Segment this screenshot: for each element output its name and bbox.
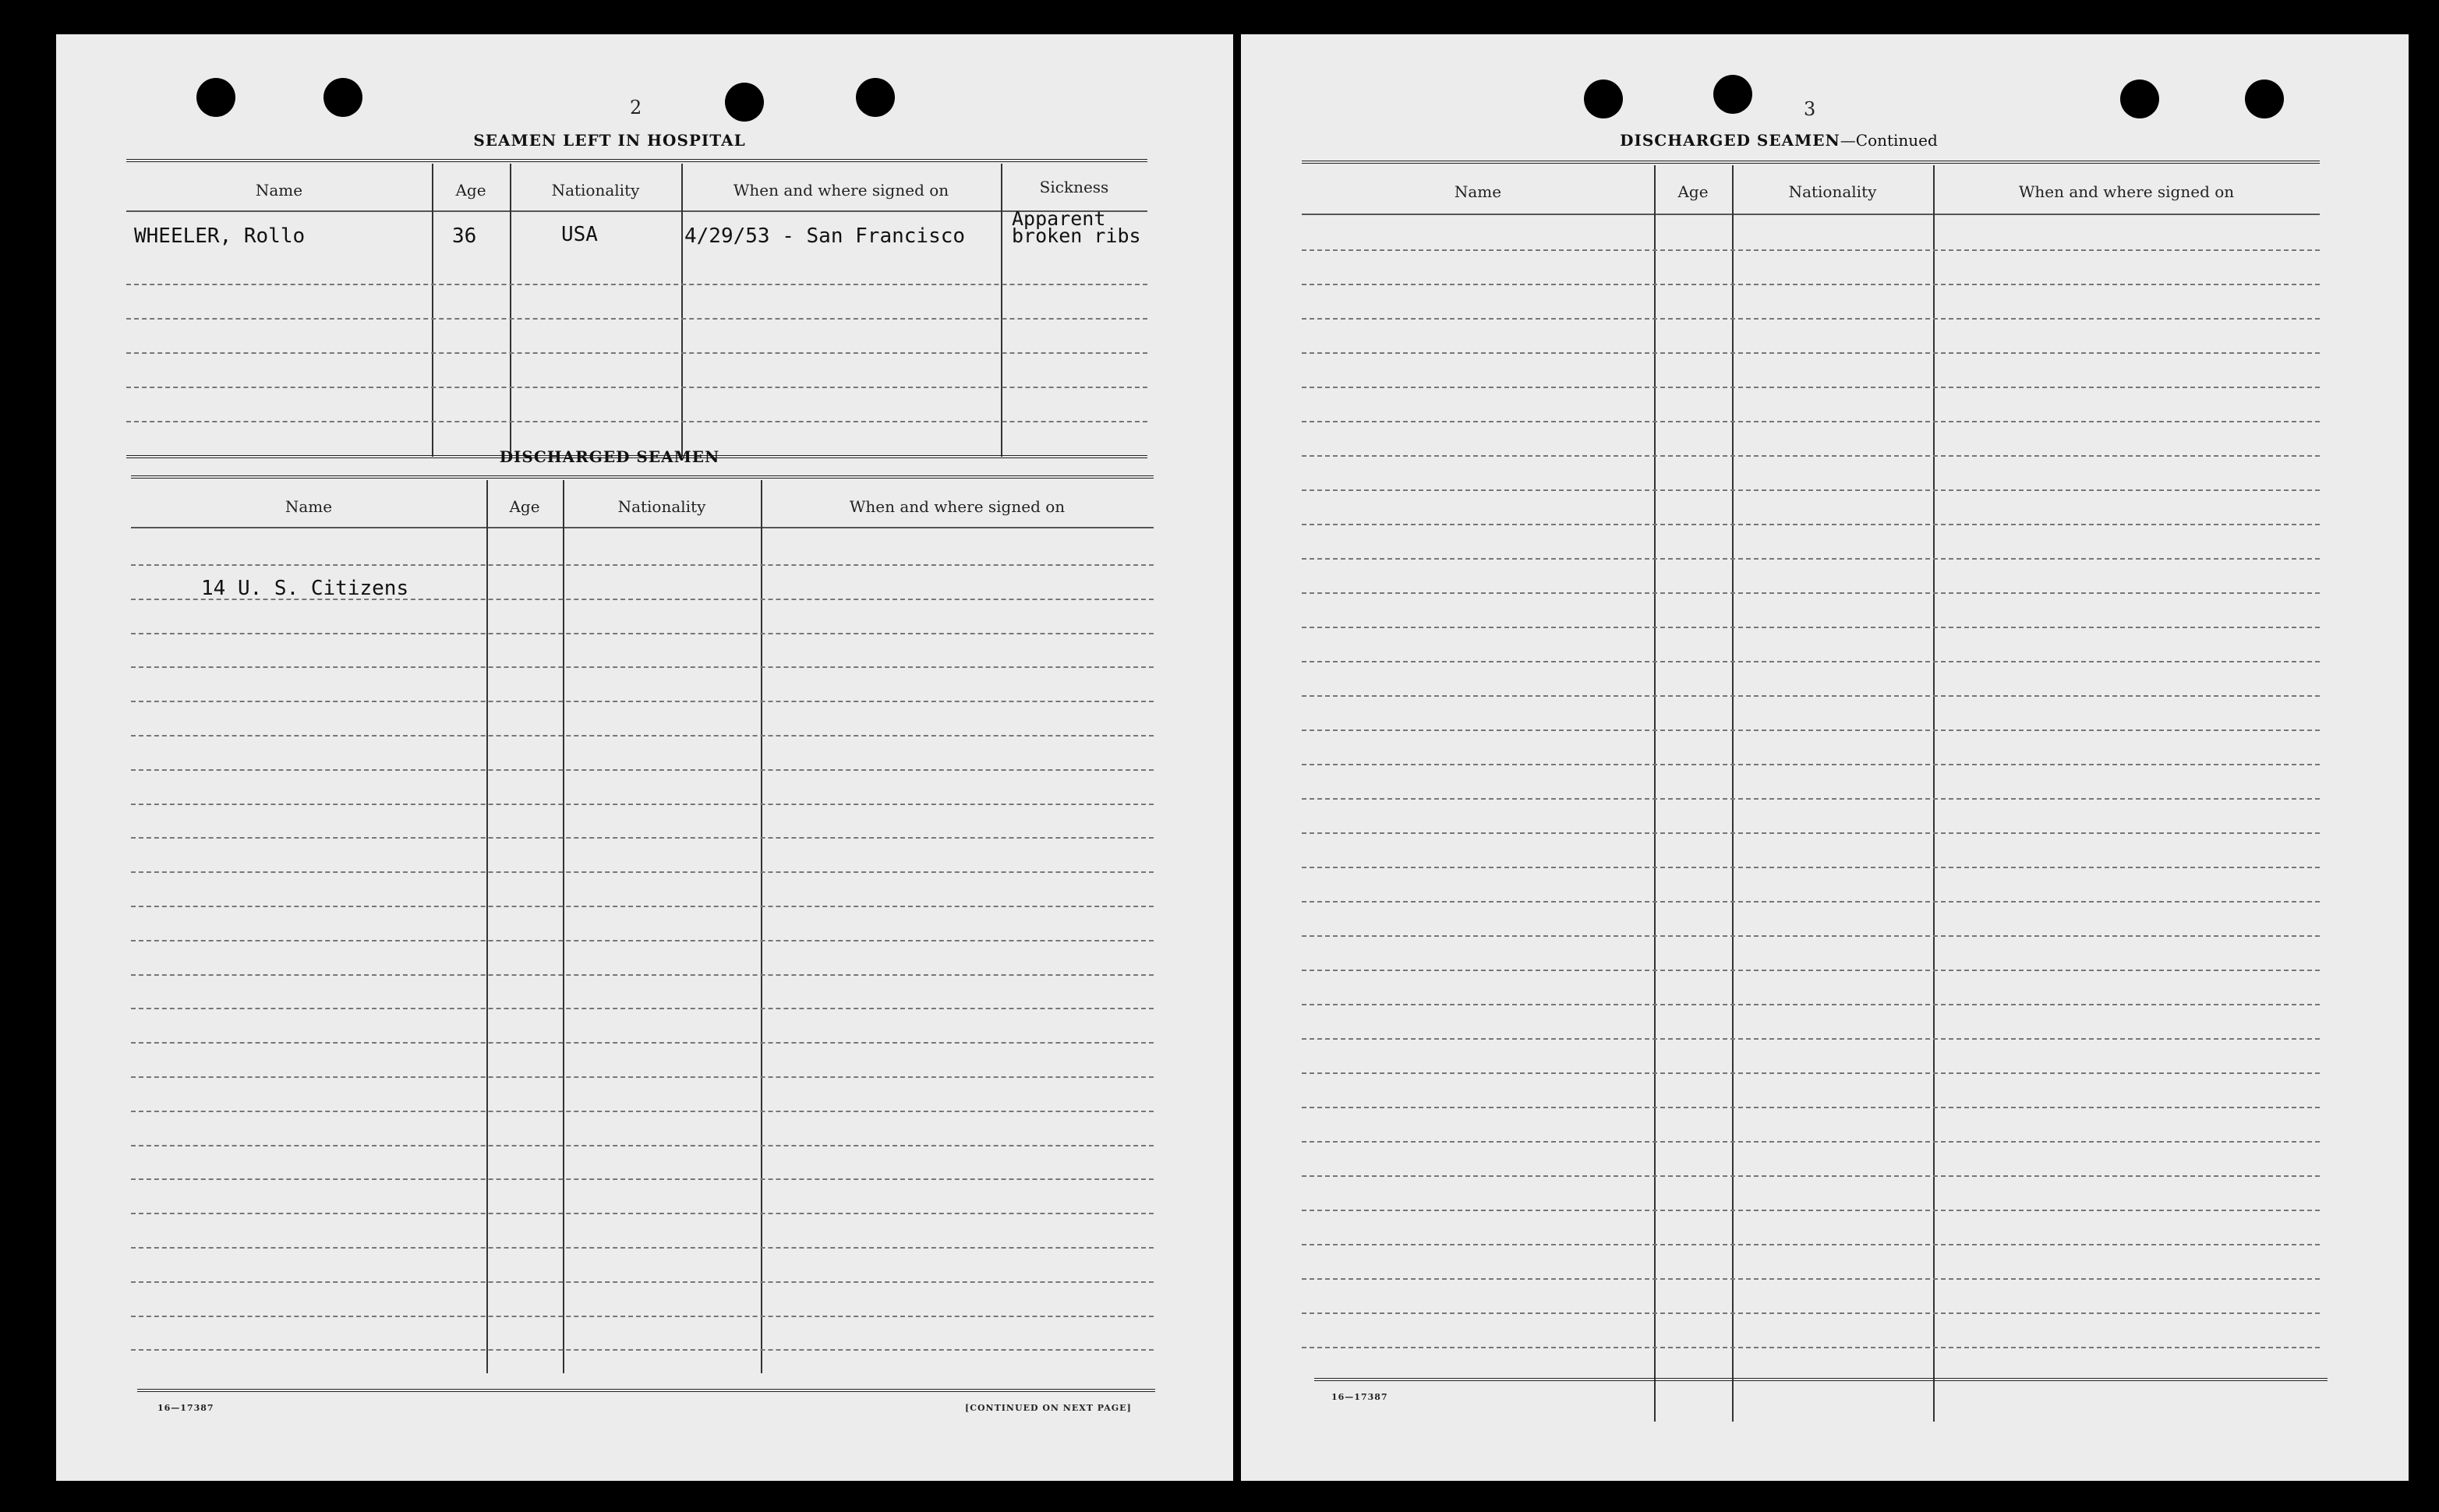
ruled-line <box>1302 284 2320 285</box>
column-header-age: Age <box>455 181 486 200</box>
seaman-nationality: USA <box>561 223 598 246</box>
punch-hole <box>1584 79 1623 118</box>
column-header-name: Name <box>1454 182 1502 201</box>
title-text: DISCHARGED SEAMEN <box>1620 131 1840 150</box>
ruled-line <box>131 666 1154 668</box>
left-page <box>56 34 1233 1481</box>
punch-hole <box>323 78 362 117</box>
table-top-rule <box>1302 161 2320 164</box>
ruled-line <box>1302 867 2320 868</box>
ruled-line <box>131 906 1154 907</box>
discharged-section-title: DISCHARGED SEAMEN <box>499 447 720 466</box>
ruled-line <box>1302 592 2320 594</box>
table-top-rule <box>131 475 1154 479</box>
ruled-line <box>131 837 1154 839</box>
table-top-rule <box>126 159 1147 162</box>
ruled-line <box>1302 249 2320 251</box>
ruled-line <box>1302 695 2320 697</box>
ruled-line <box>1302 1278 2320 1280</box>
discharged-entry: 14 U. S. Citizens <box>201 577 409 600</box>
ruled-line <box>1302 318 2320 320</box>
ruled-line <box>1302 970 2320 971</box>
ruled-line <box>1302 798 2320 800</box>
ruled-line <box>131 804 1154 805</box>
punch-hole <box>196 78 235 117</box>
ruled-line <box>1302 1072 2320 1074</box>
punch-hole <box>725 83 764 122</box>
column-divider <box>681 164 683 457</box>
seaman-sickness: Apparent broken ribs <box>1012 207 1141 247</box>
ruled-line <box>131 633 1154 634</box>
column-header-nationality: Nationality <box>1788 182 1877 201</box>
ruled-line <box>1302 764 2320 765</box>
column-divider <box>1001 164 1002 457</box>
title-suffix: —Continued <box>1840 131 1938 150</box>
ruled-line <box>131 1349 1154 1351</box>
column-divider <box>432 164 433 457</box>
ruled-line <box>1302 1175 2320 1177</box>
column-header-signed-on: When and where signed on <box>733 181 949 200</box>
ruled-line <box>131 1247 1154 1249</box>
punch-hole <box>2245 79 2284 118</box>
column-header-name: Name <box>255 181 303 200</box>
seaman-signed-on: 4/29/53 - San Francisco <box>684 224 966 248</box>
ruled-line <box>1302 730 2320 731</box>
ruled-line <box>131 1111 1154 1112</box>
ruled-line <box>131 769 1154 771</box>
ruled-line <box>1302 832 2320 834</box>
ruled-line <box>1302 1141 2320 1143</box>
table-bottom-rule <box>1314 1378 2328 1381</box>
column-header-signed-on: When and where signed on <box>849 497 1066 516</box>
column-header-nationality: Nationality <box>551 181 640 200</box>
ruled-line <box>1302 455 2320 457</box>
page-number: 2 <box>630 97 642 118</box>
ruled-line <box>131 1213 1154 1214</box>
column-divider <box>510 164 511 457</box>
ruled-line <box>131 701 1154 702</box>
ruled-line <box>131 735 1154 737</box>
hospital-section-title: SEAMEN LEFT IN HOSPITAL <box>473 131 746 150</box>
ruled-line <box>1302 627 2320 628</box>
ruled-line <box>1302 1244 2320 1245</box>
column-header-age: Age <box>1677 182 1709 201</box>
ruled-line <box>1302 1107 2320 1108</box>
ruled-line <box>131 599 1154 600</box>
column-divider <box>563 480 564 1373</box>
page-number: 3 <box>1804 98 1816 120</box>
ruled-line <box>131 1008 1154 1009</box>
ruled-line <box>1302 1312 2320 1314</box>
form-number: 16—17387 <box>157 1403 214 1413</box>
ruled-line <box>131 1316 1154 1317</box>
header-rule <box>1302 214 2320 215</box>
ruled-line <box>131 1178 1154 1180</box>
ruled-line <box>1302 1347 2320 1348</box>
column-divider <box>761 480 762 1373</box>
ruled-line <box>131 1281 1154 1283</box>
header-rule <box>131 527 1154 528</box>
ruled-line <box>131 564 1154 566</box>
ruled-line <box>131 974 1154 976</box>
seaman-name: WHEELER, Rollo <box>134 224 306 248</box>
ruled-line <box>131 940 1154 941</box>
ruled-line <box>131 1076 1154 1078</box>
ruled-line <box>1302 524 2320 525</box>
ruled-line <box>1302 421 2320 422</box>
column-header-name: Name <box>285 497 333 516</box>
column-divider <box>486 480 488 1373</box>
column-header-nationality: Nationality <box>617 497 706 516</box>
punch-hole <box>2120 79 2159 118</box>
table-bottom-rule <box>137 1389 1155 1392</box>
ruled-line <box>1302 489 2320 491</box>
form-number: 16—17387 <box>1331 1392 1388 1402</box>
ruled-line <box>1302 352 2320 354</box>
seaman-age: 36 <box>452 224 477 248</box>
punch-hole <box>1713 75 1752 114</box>
column-header-signed-on: When and where signed on <box>2018 182 2235 201</box>
right-page <box>1241 34 2409 1481</box>
ruled-line <box>1302 1210 2320 1211</box>
continued-note: [CONTINUED ON NEXT PAGE] <box>965 1403 1132 1413</box>
header-rule <box>126 210 1147 212</box>
ruled-line <box>1302 661 2320 662</box>
ruled-line <box>1302 1038 2320 1040</box>
column-header-sickness: Sickness <box>1039 178 1109 196</box>
ruled-line <box>131 871 1154 873</box>
ruled-line <box>1302 901 2320 903</box>
discharged-continued-title <box>1584 131 1974 150</box>
ruled-line <box>131 1145 1154 1146</box>
ruled-line <box>131 1042 1154 1044</box>
punch-hole <box>856 78 895 117</box>
ruled-line <box>1302 387 2320 388</box>
column-header-age: Age <box>509 497 540 516</box>
ruled-line <box>1302 558 2320 560</box>
ruled-line <box>1302 935 2320 937</box>
ruled-line <box>1302 1004 2320 1005</box>
